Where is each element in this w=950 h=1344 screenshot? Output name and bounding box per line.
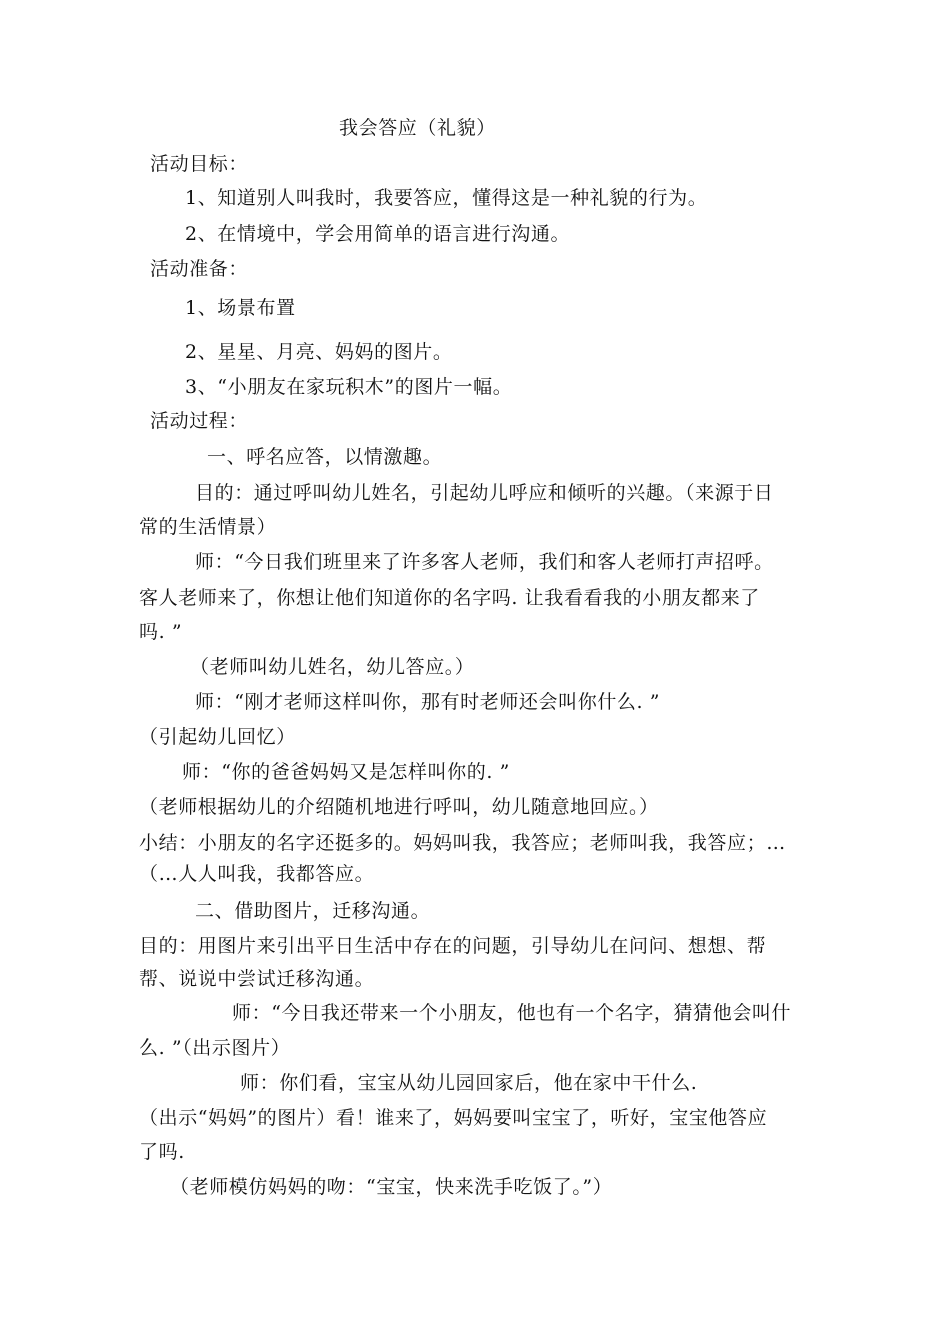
process-paragraph-line: （老师模仿妈妈的吻：“宝宝，快来洗手吃饭了。”） (170, 1176, 613, 1198)
process-heading: 活动过程： (150, 410, 249, 432)
process-paragraph-line: 师：“你的爸爸妈妈又是怎样叫你的. ” (182, 761, 510, 783)
summary-line: （…人人叫我，我都答应。 (139, 863, 375, 885)
objectives-heading: 活动目标： (150, 153, 249, 175)
preparation-item: 3、“小朋友在家玩积木”的图片一幅。 (185, 376, 513, 398)
preparation-heading: 活动准备： (150, 258, 249, 280)
process-paragraph-line: 师：“今日我还带来一个小朋友，他也有一个名字，猜猜他会叫什 (232, 1002, 792, 1024)
process-paragraph-line: 师：“今日我们班里来了许多客人老师，我们和客人老师打声招呼。 (195, 551, 774, 573)
process-paragraph-line: 么. ”（出示图片） (139, 1037, 291, 1059)
summary-line: 小结：小朋友的名字还挺多的。妈妈叫我，我答应；老师叫我，我答应；… (139, 832, 786, 854)
objective-item: 1、知道别人叫我时，我要答应，懂得这是一种礼貌的行为。 (185, 187, 708, 209)
process-paragraph-line: 目的：通过呼叫幼儿姓名，引起幼儿呼应和倾听的兴趣。（来源于日 (195, 482, 774, 504)
process-section-title: 二、借助图片，迁移沟通。 (195, 900, 431, 922)
process-paragraph-line: （老师根据幼儿的介绍随机地进行呼叫，幼儿随意地回应。） (139, 796, 659, 818)
objective-item: 2、在情境中，学会用简单的语言进行沟通。 (185, 223, 571, 245)
process-paragraph-line: 了吗. (139, 1141, 185, 1163)
process-paragraph-line: 常的生活情景） (139, 516, 277, 538)
document-title: 我会答应（礼貌） (339, 117, 496, 139)
process-paragraph-line: （出示“妈妈”的图片）看！谁来了，妈妈要叫宝宝了，听好，宝宝他答应 (139, 1107, 768, 1129)
preparation-item: 1、场景布置 (185, 297, 296, 319)
process-paragraph-line: 目的：用图片来引出平日生活中存在的问题，引导幼儿在问问、想想、帮 (139, 935, 767, 957)
process-paragraph-line: 客人老师来了，你想让他们知道你的名字吗. 让我看看我的小朋友都来了 (139, 587, 760, 609)
preparation-item: 2、星星、月亮、妈妈的图片。 (185, 341, 453, 363)
process-paragraph-line: 师：你们看，宝宝从幼儿园回家后，他在家中干什么. (240, 1072, 698, 1094)
process-paragraph-line: （引起幼儿回忆） (139, 726, 296, 748)
process-section-title: 一、呼名应答，以情激趣。 (207, 446, 443, 468)
process-paragraph-line: 吗. ” (139, 621, 183, 643)
process-paragraph-line: 帮、说说中尝试迁移沟通。 (139, 968, 375, 990)
process-paragraph-line: （老师叫幼儿姓名，幼儿答应。） (190, 656, 475, 678)
process-paragraph-line: 师：“刚才老师这样叫你，那有时老师还会叫你什么. ” (195, 691, 661, 713)
